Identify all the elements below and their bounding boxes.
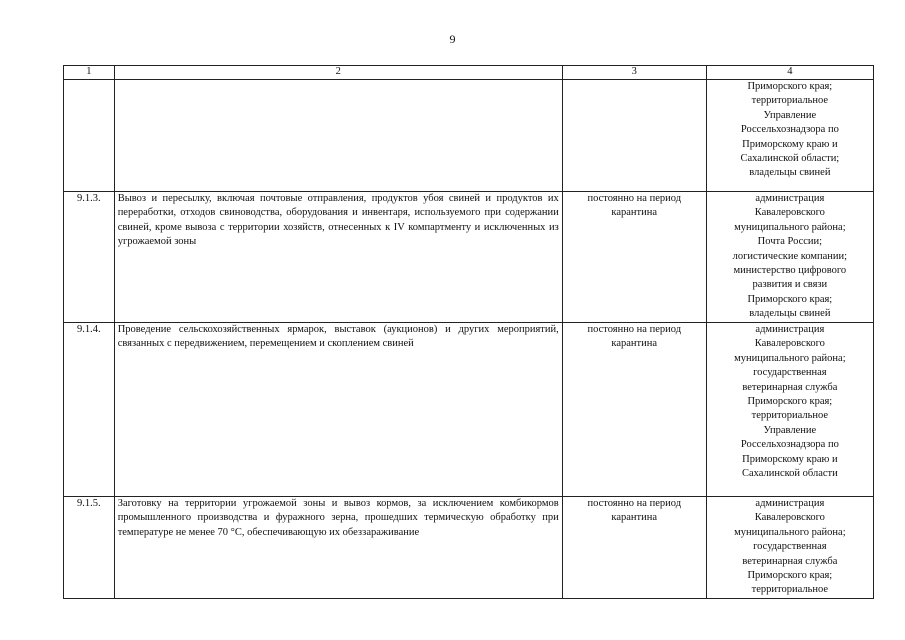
column-header-4: 4 — [706, 66, 873, 80]
responsible-line: Кавалеровского — [754, 338, 825, 350]
responsible-parties — [706, 192, 873, 323]
responsible-line: Почта России; — [757, 236, 823, 248]
page-number: 9 — [449, 32, 456, 46]
responsible-line: Приморского края; — [747, 570, 833, 582]
responsible-parties — [706, 497, 873, 599]
responsible-line: муниципального района; — [734, 221, 846, 233]
responsible-line: муниципального района; — [734, 526, 846, 538]
responsible-line: министерство цифрового — [733, 265, 847, 277]
responsible-line: государственная — [753, 541, 827, 553]
measure-description — [114, 80, 562, 192]
item-number — [64, 80, 115, 192]
measure-description: Вывоз и пересылку, включая почтовые отправления, продуктов убоя свиней и продуктов их переработки, отходов свиноводства, оборудования и инвентаря, используемого при содержании свиней, кроме вывоза с территории хозяйств, отнесенных к IV компартменту и исключенных из угрожаемой зоны — [114, 192, 562, 323]
table-row — [64, 323, 874, 497]
responsible-line: ветеринарная служба — [742, 555, 838, 567]
responsible-line: владельцы свиней — [749, 167, 831, 179]
measure-description: Проведение сельскохозяйственных ярмарок, выставок (аукционов) и других мероприятий, связанных с передвижением, перемещением и скоплением свиней — [114, 323, 562, 497]
responsible-line: Приморскому краю и — [742, 453, 838, 465]
responsible-line: муниципального района; — [734, 352, 846, 364]
responsible-line: Россельхознадзора по — [740, 439, 839, 451]
responsible-line: администрация — [755, 324, 825, 335]
responsible-line: Приморского края; — [747, 293, 833, 305]
measure-period: постоянно на период карантина — [562, 497, 706, 599]
responsible-line: Приморского края; — [747, 396, 833, 408]
item-number: 9.1.5. — [64, 497, 115, 599]
responsible-line: ветеринарная служба — [742, 381, 838, 393]
responsible-line: Управление — [763, 424, 817, 436]
responsible-line: Сахалинской области — [741, 468, 838, 480]
table-row — [64, 497, 874, 599]
measure-period: постоянно на период карантина — [562, 323, 706, 497]
responsible-line: развития и связи — [752, 279, 828, 291]
responsible-line: администрация — [755, 498, 825, 509]
responsible-line: территориальное — [751, 410, 829, 422]
column-header-3: 3 — [562, 66, 706, 80]
responsible-line: логистические компании; — [732, 250, 848, 262]
column-header-2: 2 — [114, 66, 562, 80]
measure-period — [562, 80, 706, 192]
measures-table — [63, 65, 874, 599]
responsible-line: Россельхознадзора по — [740, 124, 839, 136]
responsible-line: государственная — [753, 367, 827, 379]
item-number: 9.1.3. — [64, 192, 115, 323]
responsible-line: Приморского края; — [747, 81, 833, 92]
measure-description: Заготовку на территории угрожаемой зоны и вывоз кормов, за исключением комбикормов промышленного производства и фуражного зерна, прошедших термическую обработку при температуре не менее 70 °С, обеспечивающую их обеззараживание — [114, 497, 562, 599]
responsible-line: Кавалеровского — [754, 512, 825, 524]
responsible-line: Сахалинской области; — [740, 153, 840, 165]
table-header-row — [64, 66, 874, 80]
responsible-line: территориальное — [751, 584, 829, 596]
responsible-line: администрация — [755, 193, 825, 204]
column-header-1: 1 — [64, 66, 115, 80]
responsible-line: владельцы свиней — [749, 308, 831, 320]
measure-period: постоянно на период карантина — [562, 192, 706, 323]
responsible-line: территориальное — [751, 95, 829, 107]
table-row — [64, 192, 874, 323]
item-number: 9.1.4. — [64, 323, 115, 497]
responsible-line: Приморскому краю и — [742, 138, 838, 150]
responsible-parties — [706, 323, 873, 497]
table-row — [64, 80, 874, 192]
responsible-line: Управление — [763, 109, 817, 121]
responsible-line: Кавалеровского — [754, 207, 825, 219]
responsible-parties — [706, 80, 873, 192]
